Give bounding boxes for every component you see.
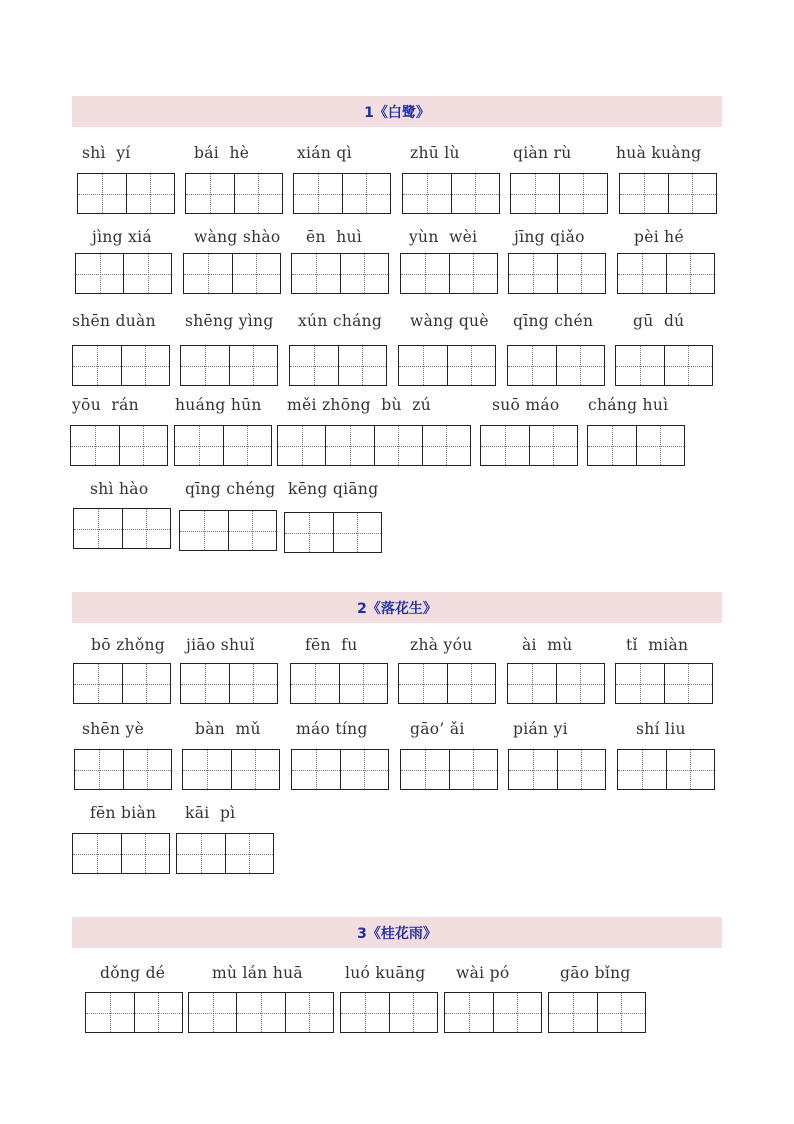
tianzige-cell[interactable]	[597, 993, 646, 1032]
tianzige-cell[interactable]	[556, 346, 605, 385]
character-writing-grid[interactable]	[73, 508, 171, 549]
character-writing-grid[interactable]	[174, 425, 272, 466]
tianzige-cell[interactable]	[73, 346, 121, 385]
tianzige-cell[interactable]	[292, 750, 340, 789]
character-writing-grid[interactable]	[179, 510, 277, 551]
pinyin-label: dǒng dé	[100, 964, 166, 982]
character-writing-grid[interactable]	[587, 425, 685, 466]
pinyin-label: ài mù	[522, 636, 573, 654]
tianzige-cell[interactable]	[291, 664, 339, 703]
character-writing-grid[interactable]	[290, 663, 388, 704]
character-writing-grid[interactable]	[75, 253, 172, 294]
pinyin-label: xián qì	[297, 144, 352, 162]
tianzige-cell[interactable]	[509, 750, 557, 789]
character-writing-grid[interactable]	[70, 425, 168, 466]
tianzige-cell[interactable]	[557, 750, 606, 789]
tianzige-cell[interactable]	[234, 174, 283, 213]
pinyin-label: máo tíng	[296, 720, 368, 738]
tianzige-cell[interactable]	[529, 426, 578, 465]
pinyin-label: zhà yóu	[410, 636, 473, 654]
tianzige-cell[interactable]	[232, 254, 281, 293]
tianzige-cell[interactable]	[374, 426, 422, 465]
pinyin-label: shí liu	[636, 720, 686, 738]
tianzige-cell[interactable]	[225, 834, 274, 873]
tianzige-cell[interactable]	[511, 174, 559, 213]
tianzige-cell[interactable]	[183, 750, 231, 789]
pinyin-label: jiāo shuǐ	[186, 636, 255, 654]
pinyin-label: pián yi	[513, 720, 568, 738]
lesson-title-bar: 2《落花生》	[72, 592, 722, 623]
pinyin-label: xún cháng	[298, 312, 383, 330]
tianzige-cell[interactable]	[121, 346, 170, 385]
pinyin-label: luó kuāng	[345, 964, 426, 982]
tianzige-cell[interactable]	[508, 346, 556, 385]
character-writing-grid[interactable]	[619, 173, 717, 214]
character-writing-grid[interactable]	[72, 833, 170, 874]
tianzige-cell[interactable]	[86, 993, 134, 1032]
lesson-title-bar: 3《桂花雨》	[72, 917, 722, 948]
tianzige-cell[interactable]	[451, 174, 500, 213]
tianzige-cell[interactable]	[447, 346, 496, 385]
character-writing-grid[interactable]	[400, 253, 498, 294]
tianzige-cell[interactable]	[618, 750, 666, 789]
pinyin-label: yùn wèi	[409, 228, 478, 246]
tianzige-cell[interactable]	[556, 664, 605, 703]
tianzige-cell[interactable]	[339, 664, 388, 703]
tianzige-cell[interactable]	[342, 174, 391, 213]
character-writing-grid[interactable]	[293, 173, 391, 214]
tianzige-cell[interactable]	[399, 346, 447, 385]
tianzige-cell[interactable]	[285, 993, 333, 1032]
pinyin-label: měi zhōng bù zú	[287, 396, 432, 414]
pinyin-label: wàng què	[410, 312, 489, 330]
lesson-title-bar: 1《白鹭》	[72, 96, 722, 127]
character-writing-grid[interactable]	[615, 663, 713, 704]
tianzige-cell[interactable]	[325, 426, 373, 465]
tianzige-cell[interactable]	[126, 174, 175, 213]
character-writing-grid[interactable]	[398, 663, 496, 704]
pinyin-label: suō máo	[492, 396, 560, 414]
tianzige-cell[interactable]	[76, 254, 123, 293]
character-writing-grid[interactable]	[182, 749, 280, 790]
pinyin-label: gāo’ ǎi	[410, 720, 465, 738]
tianzige-cell[interactable]	[668, 174, 717, 213]
pinyin-label: shēn yè	[82, 720, 145, 738]
tianzige-cell[interactable]	[493, 993, 542, 1032]
tianzige-cell[interactable]	[189, 993, 236, 1032]
character-writing-grid[interactable]	[185, 173, 283, 214]
tianzige-cell[interactable]	[78, 174, 126, 213]
tianzige-cell[interactable]	[447, 664, 496, 703]
pinyin-label: yōu rán	[72, 396, 139, 414]
tianzige-cell[interactable]	[664, 346, 713, 385]
tianzige-cell[interactable]	[340, 750, 389, 789]
tianzige-cell[interactable]	[184, 254, 232, 293]
character-writing-grid[interactable]	[277, 425, 471, 466]
pinyin-label: kēng qiāng	[288, 480, 379, 498]
tianzige-cell[interactable]	[228, 511, 277, 550]
pinyin-label: kāi pì	[185, 804, 236, 822]
pinyin-label: fēn biàn	[90, 804, 157, 822]
tianzige-cell[interactable]	[229, 664, 278, 703]
character-writing-grid[interactable]	[284, 512, 382, 553]
character-writing-grid[interactable]	[508, 749, 606, 790]
pinyin-label: bō zhǒng	[91, 636, 165, 654]
tianzige-cell[interactable]	[509, 254, 557, 293]
character-writing-grid[interactable]	[507, 663, 605, 704]
character-writing-grid[interactable]	[400, 749, 498, 790]
pinyin-label: gū dú	[633, 312, 685, 330]
pinyin-label: bàn mǔ	[195, 720, 261, 738]
character-writing-grid[interactable]	[183, 253, 281, 294]
tianzige-cell[interactable]	[236, 993, 284, 1032]
tianzige-cell[interactable]	[229, 346, 278, 385]
character-writing-grid[interactable]	[176, 833, 274, 874]
character-writing-grid[interactable]	[72, 345, 170, 386]
pinyin-label: wàng shào	[194, 228, 281, 246]
pinyin-label: pèi hé	[634, 228, 684, 246]
tianzige-cell[interactable]	[333, 513, 382, 552]
character-writing-grid[interactable]	[508, 253, 606, 294]
tianzige-cell[interactable]	[616, 346, 664, 385]
tianzige-cell[interactable]	[123, 750, 172, 789]
tianzige-cell[interactable]	[422, 426, 470, 465]
tianzige-cell[interactable]	[122, 509, 171, 548]
character-writing-grid[interactable]	[615, 345, 713, 386]
tianzige-cell[interactable]	[231, 750, 280, 789]
character-writing-grid[interactable]	[85, 992, 183, 1033]
pinyin-label: huà kuàng	[616, 144, 702, 162]
character-writing-grid[interactable]	[480, 425, 578, 466]
tianzige-cell[interactable]	[616, 664, 664, 703]
character-writing-grid[interactable]	[188, 992, 334, 1033]
tianzige-cell[interactable]	[71, 426, 119, 465]
tianzige-cell[interactable]	[664, 664, 713, 703]
pinyin-label: mù lán huā	[212, 964, 303, 982]
tianzige-cell[interactable]	[180, 511, 228, 550]
tianzige-cell[interactable]	[449, 254, 498, 293]
tianzige-cell[interactable]	[290, 346, 338, 385]
tianzige-cell[interactable]	[403, 174, 451, 213]
character-writing-grid[interactable]	[289, 345, 387, 386]
tianzige-cell[interactable]	[401, 254, 449, 293]
tianzige-cell[interactable]	[666, 750, 715, 789]
character-writing-grid[interactable]	[74, 749, 172, 790]
character-writing-grid[interactable]	[73, 663, 171, 704]
tianzige-cell[interactable]	[75, 750, 123, 789]
tianzige-cell[interactable]	[338, 346, 387, 385]
tianzige-cell[interactable]	[341, 993, 389, 1032]
tianzige-cell[interactable]	[401, 750, 449, 789]
tianzige-cell[interactable]	[177, 834, 225, 873]
pinyin-label: qiàn rù	[513, 144, 572, 162]
tianzige-cell[interactable]	[588, 426, 636, 465]
tianzige-cell[interactable]	[175, 426, 223, 465]
pinyin-label: shēn duàn	[72, 312, 156, 330]
tianzige-cell[interactable]	[278, 426, 325, 465]
tianzige-cell[interactable]	[73, 834, 121, 873]
tianzige-cell[interactable]	[549, 993, 597, 1032]
pinyin-label: shì yí	[82, 144, 131, 162]
tianzige-cell[interactable]	[399, 664, 447, 703]
tianzige-cell[interactable]	[445, 993, 493, 1032]
tianzige-cell[interactable]	[186, 174, 234, 213]
tianzige-cell[interactable]	[292, 254, 340, 293]
tianzige-cell[interactable]	[557, 254, 606, 293]
character-writing-grid[interactable]	[180, 345, 278, 386]
pinyin-label: bái hè	[194, 144, 250, 162]
pinyin-label: shēng yìng	[185, 312, 274, 330]
character-writing-grid[interactable]	[77, 173, 175, 214]
pinyin-label: fēn fu	[305, 636, 358, 654]
pinyin-label: gāo bǐng	[560, 964, 631, 982]
tianzige-cell[interactable]	[666, 254, 715, 293]
character-writing-grid[interactable]	[402, 173, 500, 214]
tianzige-cell[interactable]	[481, 426, 529, 465]
tianzige-cell[interactable]	[122, 664, 171, 703]
tianzige-cell[interactable]	[74, 509, 122, 548]
tianzige-cell[interactable]	[559, 174, 608, 213]
pinyin-label: cháng huì	[588, 396, 669, 414]
character-writing-grid[interactable]	[398, 345, 496, 386]
character-writing-grid[interactable]	[291, 749, 389, 790]
character-writing-grid[interactable]	[617, 749, 715, 790]
character-writing-grid[interactable]	[617, 253, 715, 294]
tianzige-cell[interactable]	[508, 664, 556, 703]
character-writing-grid[interactable]	[548, 992, 646, 1033]
pinyin-label: wài pó	[456, 964, 510, 982]
pinyin-label: jìng xiá	[92, 228, 152, 246]
character-writing-grid[interactable]	[291, 253, 389, 294]
pinyin-label: huáng hūn	[175, 396, 262, 414]
pinyin-label: tǐ miàn	[626, 636, 689, 654]
pinyin-label: ēn huì	[306, 228, 363, 246]
tianzige-cell[interactable]	[74, 664, 122, 703]
tianzige-cell[interactable]	[121, 834, 170, 873]
tianzige-cell[interactable]	[223, 426, 272, 465]
tianzige-cell[interactable]	[294, 174, 342, 213]
pinyin-label: zhū lù	[410, 144, 460, 162]
character-writing-grid[interactable]	[340, 992, 438, 1033]
tianzige-cell[interactable]	[119, 426, 168, 465]
pinyin-label: qīng chén	[513, 312, 594, 330]
tianzige-cell[interactable]	[636, 426, 685, 465]
tianzige-cell[interactable]	[389, 993, 438, 1032]
pinyin-label: qīng chéng	[185, 480, 276, 498]
tianzige-cell[interactable]	[181, 346, 229, 385]
pinyin-label: jīng qiǎo	[514, 228, 585, 246]
tianzige-cell[interactable]	[181, 664, 229, 703]
tianzige-cell[interactable]	[449, 750, 498, 789]
character-writing-grid[interactable]	[510, 173, 608, 214]
tianzige-cell[interactable]	[618, 254, 666, 293]
tianzige-cell[interactable]	[620, 174, 668, 213]
tianzige-cell[interactable]	[285, 513, 333, 552]
character-writing-grid[interactable]	[180, 663, 278, 704]
tianzige-cell[interactable]	[340, 254, 389, 293]
character-writing-grid[interactable]	[507, 345, 605, 386]
character-writing-grid[interactable]	[444, 992, 542, 1033]
pinyin-label: shì hào	[90, 480, 149, 498]
tianzige-cell[interactable]	[134, 993, 183, 1032]
tianzige-cell[interactable]	[123, 254, 171, 293]
